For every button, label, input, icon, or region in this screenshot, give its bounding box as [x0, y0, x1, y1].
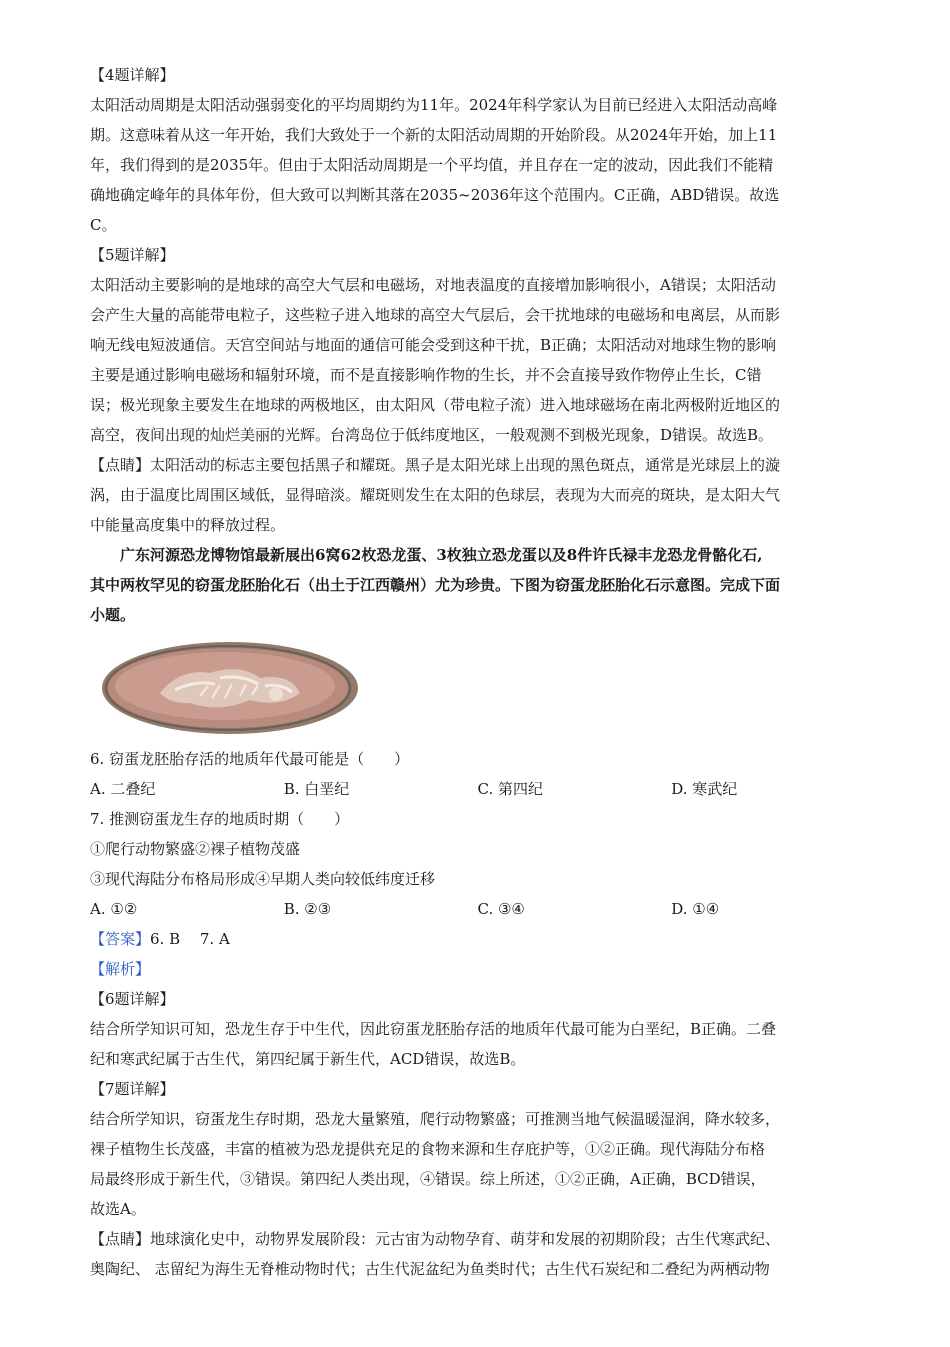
q7-option-d[interactable]: D. ①④ [671, 900, 720, 918]
analysis-label: 【解析】 [90, 960, 151, 978]
q5-detail-line: 误；极光现象主要发生在地球的两极地区，由太阳风（带电粒子流）进入地球磁场在南北两极附近地区的 [90, 396, 781, 414]
document-page [90, 60, 865, 1284]
q7-detail-line: 裸子植物生长茂盛，丰富的植被为恐龙提供充足的食物来源和生存庇护等，①②正确。现代海陆分布格 [90, 1140, 766, 1158]
q7-options [90, 894, 865, 924]
q7-detail-line: 故选A。 [90, 1200, 146, 1218]
answer-text: 6. B 7. A [150, 930, 230, 948]
q4-detail-line: 太阳活动周期是太阳活动强弱变化的平均周期约为11年。2024年科学家认为目前已经进入太阳活动高峰 [90, 96, 778, 114]
tip-line: 奥陶纪、 志留纪为海生无脊椎动物时代；古生代泥盆纪为鱼类时代；古生代石炭纪和二叠纪为两栖动物 [90, 1260, 770, 1278]
q6-detail-line: 纪和寒武纪属于古生代，第四纪属于新生代，ACD错误，故选B。 [90, 1050, 526, 1068]
q7-item: ③现代海陆分布格局形成④早期人类向较低纬度迁移 [90, 870, 436, 888]
material-line: 小题。 [90, 606, 136, 624]
q5-detail-line: 会产生大量的高能带电粒子，这些粒子进入地球的高空大气层后，会干扰地球的电磁场和电离层，从而影 [90, 306, 781, 324]
q7-option-a[interactable]: A. ①② [90, 900, 138, 918]
q6-detail-line: 结合所学知识可知，恐龙生存于中生代，因此窃蛋龙胚胎存活的地质年代最可能为白垩纪，B正确。二叠 [90, 1020, 777, 1038]
q7-option-b[interactable]: B. ②③ [283, 900, 332, 918]
q5-detail-heading: 【5题详解】 [90, 246, 175, 264]
tip-line: 涡，由于温度比周围区域低，显得暗淡。耀斑则发生在太阳的色球层，表现为大而亮的斑块，是太阳大气 [90, 486, 781, 504]
q6-options [90, 774, 865, 804]
tip-label: 【点睛】 [90, 1230, 151, 1248]
q6-option-a[interactable]: A. 二叠纪 [90, 780, 156, 798]
q6-option-d[interactable]: D. 寒武纪 [671, 780, 738, 798]
tip-label: 【点睛】 [90, 456, 151, 474]
q5-detail-line: 主要是通过影响电磁场和辐射环境，而不是直接影响作物的生长，并不会直接导致作物停止生长，C错 [90, 366, 762, 384]
answer-label: 【答案】 [90, 930, 151, 948]
fossil-illustration [100, 638, 360, 738]
q4-detail-line: 确地确定峰年的具体年份，但大致可以判断其落在2035~2036年这个范围内。C正确，ABD错误。故选 [90, 186, 780, 204]
q5-detail-line: 太阳活动主要影响的是地球的高空大气层和电磁场，对地表温度的直接增加影响很小，A错误；太阳活动 [90, 276, 776, 294]
q7-detail-line: 局最终形成于新生代，③错误。第四纪人类出现，④错误。综上所述，①②正确，A正确，BCD错误， [90, 1170, 766, 1188]
q4-detail-line: C。 [90, 216, 117, 234]
answer-line [90, 924, 865, 954]
q7-option-c[interactable]: C. ③④ [477, 900, 525, 918]
q6-detail-heading: 【6题详解】 [90, 990, 175, 1008]
material-line: 广东河源恐龙博物馆最新展出6窝62枚恐龙蛋、3枚独立恐龙蛋以及8件许氏禄丰龙恐龙骨骼化石, [120, 546, 763, 564]
q7-item: ①爬行动物繁盛②裸子植物茂盛 [90, 840, 301, 858]
q5-detail-line: 响无线电短波通信。天宫空间站与地面的通信可能会受到这种干扰，B正确；太阳活动对地球生物的影响 [90, 336, 777, 354]
tip-line: 中能量高度集中的释放过程。 [90, 516, 286, 534]
tip-text: 地球演化史中，动物界发展阶段：元古宙为动物孕育、萌芽和发展的初期阶段；古生代寒武纪、 [150, 1230, 781, 1248]
q6-option-b[interactable]: B. 白垩纪 [283, 780, 350, 798]
q7-stem: 7. 推测窃蛋龙生存的地质时期（ ） [90, 810, 350, 828]
q6-stem: 6. 窃蛋龙胚胎存活的地质年代最可能是（ ） [90, 750, 410, 768]
material-line: 其中两枚罕见的窃蛋龙胚胎化石（出土于江西赣州）尤为珍贵。下图为窃蛋龙胚胎化石示意图。完成下面 [90, 576, 781, 594]
q4-detail-line: 年，我们得到的是2035年。但由于太阳活动周期是一个平均值，并且存在一定的波动，因此我们不能精 [90, 156, 774, 174]
tip-text: 太阳活动的标志主要包括黑子和耀斑。黑子是太阳光球上出现的黑色斑点，通常是光球层上的漩 [150, 456, 781, 474]
q6-option-c[interactable]: C. 第四纪 [477, 780, 543, 798]
q7-detail-heading: 【7题详解】 [90, 1080, 175, 1098]
tip-paragraph [90, 1224, 865, 1254]
oviraptor-embryo-fossil-image [100, 638, 360, 738]
q4-detail-line: 期。这意味着从这一年开始，我们大致处于一个新的太阳活动周期的开始阶段。从2024年开始，加上11 [90, 126, 778, 144]
q5-detail-line: 高空，夜间出现的灿烂美丽的光辉。台湾岛位于低纬度地区，一般观测不到极光现象，D错误。故选B。 [90, 426, 774, 444]
q4-detail-heading: 【4题详解】 [90, 66, 175, 84]
tip-paragraph [90, 450, 865, 480]
q7-detail-line: 结合所学知识，窃蛋龙生存时期，恐龙大量繁殖，爬行动物繁盛；可推测当地气候温暖湿润，降水较多， [90, 1110, 781, 1128]
